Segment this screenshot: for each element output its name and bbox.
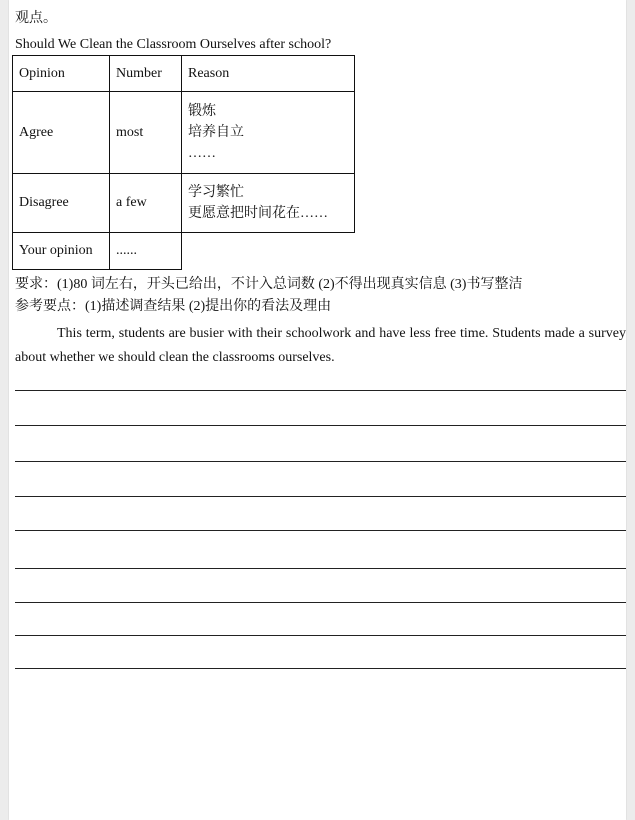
survey-title: Should We Clean the Classroom Ourselves after school?	[15, 37, 332, 52]
reason-disagree-1: 学习繁忙	[188, 185, 244, 200]
reference-points-text: 参考要点：(1)描述调查结果 (2)提出你的看法及理由	[15, 299, 332, 314]
header-opinion: Opinion	[13, 56, 110, 92]
reason-agree-2: 培养自立	[188, 125, 244, 140]
header-number: Number	[110, 56, 182, 92]
left-margin	[0, 0, 9, 820]
writing-line[interactable]	[15, 635, 626, 636]
writing-line[interactable]	[15, 530, 626, 531]
passage-text	[15, 322, 626, 370]
worksheet-page	[9, 0, 626, 820]
cell-opinion-yours: Your opinion	[13, 233, 110, 270]
table-row-agree	[13, 92, 355, 174]
header-reason: Reason	[182, 56, 355, 92]
passage-paragraph: This term, students are busier with their schoolwork and have less free time. Students made a survey about whether we should clean the classrooms ourselves.	[15, 326, 626, 365]
table-header-row	[13, 56, 355, 92]
writing-line[interactable]	[15, 390, 626, 391]
writing-line[interactable]	[15, 568, 626, 569]
cell-reason-agree	[182, 92, 355, 174]
right-margin	[626, 0, 635, 820]
writing-line[interactable]	[15, 496, 626, 497]
reason-agree-1: 锻炼	[188, 104, 216, 119]
writing-line[interactable]	[15, 602, 626, 603]
table-row-your-opinion	[13, 233, 355, 270]
requirements-text: 要求：(1)80 词左右，开头已给出，不计入总词数 (2)不得出现真实信息 (3)书写整洁	[15, 277, 523, 292]
header-fragment: 观点。	[15, 11, 57, 26]
writing-line[interactable]	[15, 425, 626, 426]
cell-number-agree: most	[110, 92, 182, 174]
reason-disagree-2: 更愿意把时间花在……	[188, 206, 328, 221]
table-row-disagree	[13, 174, 355, 233]
survey-table	[12, 55, 355, 270]
reason-agree-3: ……	[188, 146, 216, 161]
cell-opinion-agree: Agree	[13, 92, 110, 174]
writing-line[interactable]	[15, 668, 626, 669]
cell-number-yours: ......	[110, 233, 182, 270]
cell-number-disagree: a few	[110, 174, 182, 233]
cell-reason-disagree	[182, 174, 355, 233]
writing-line[interactable]	[15, 461, 626, 462]
cell-opinion-disagree: Disagree	[13, 174, 110, 233]
